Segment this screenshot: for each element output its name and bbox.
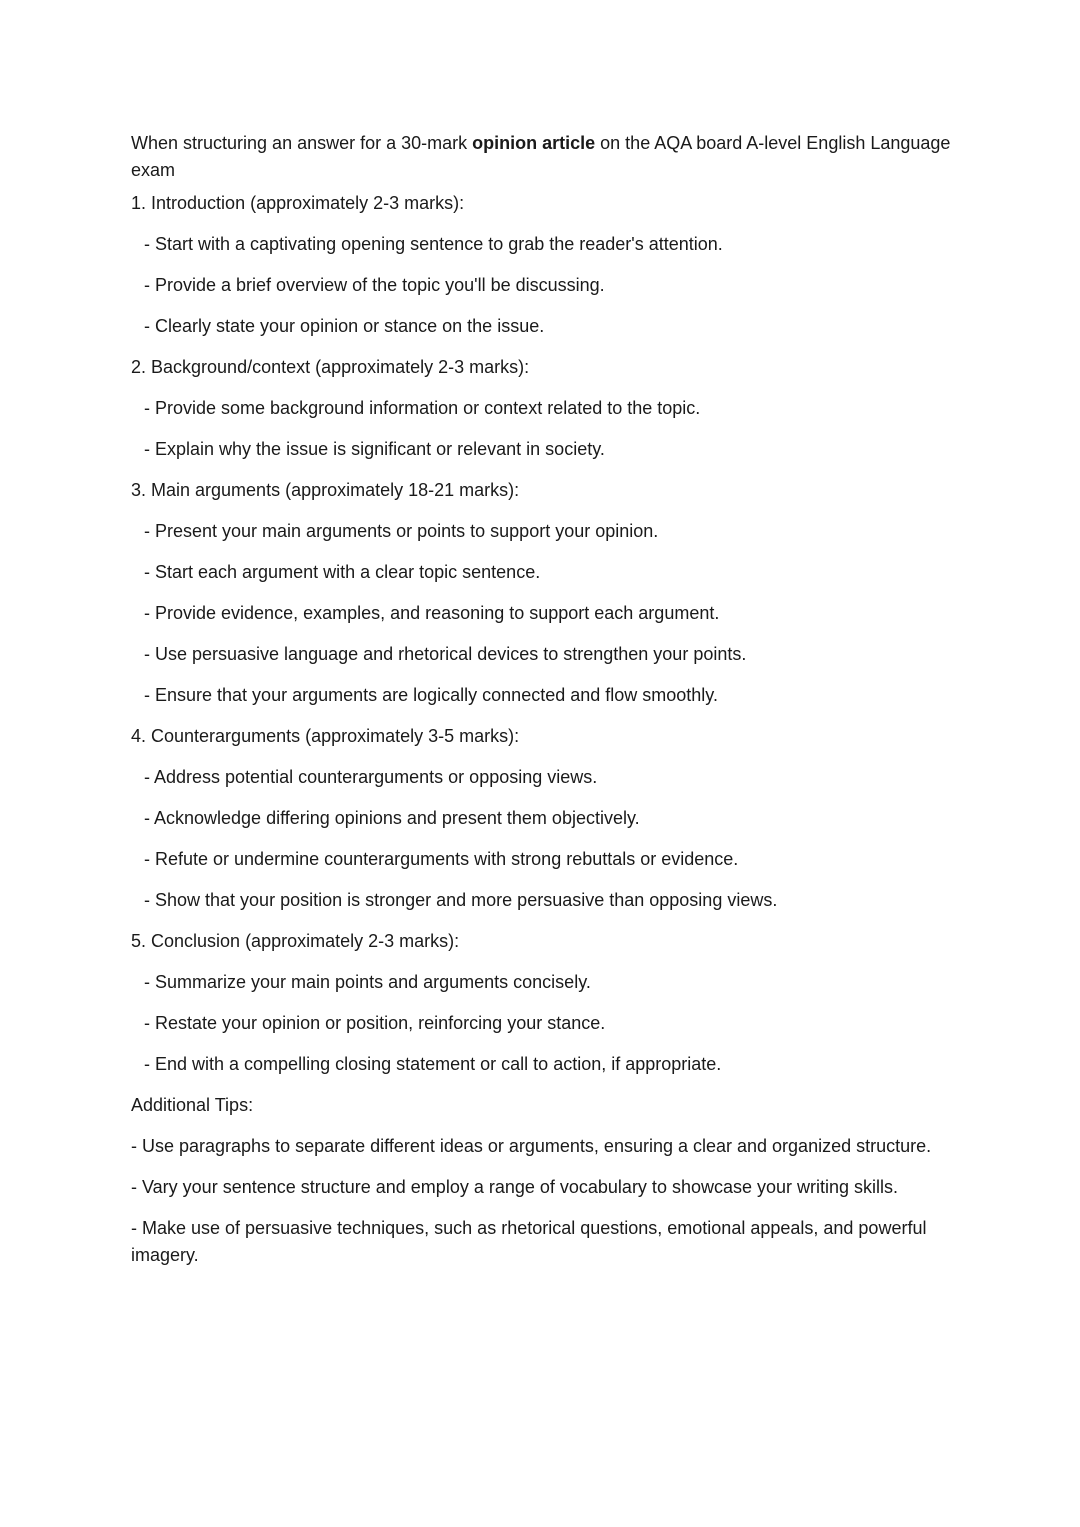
intro-paragraph [131,130,961,184]
bullet-item: - Address potential counterarguments or opposing views. [144,767,598,787]
bullet-item: - Refute or undermine counterarguments with strong rebuttals or evidence. [144,849,739,869]
bullet-item: - Present your main arguments or points to support your opinion. [144,521,659,541]
bullet-item: - Use persuasive language and rhetorical devices to strengthen your points. [144,644,747,664]
tip-item: - Use paragraphs to separate different ideas or arguments, ensuring a clear and organized structure. [131,1136,932,1156]
bullet-item: - Summarize your main points and arguments concisely. [144,972,591,992]
bullet-item: - Provide evidence, examples, and reasoning to support each argument. [144,603,720,623]
intro-text-before: When structuring an answer for a 30-mark [131,133,473,153]
section-heading-main-arguments: 3. Main arguments (approximately 18-21 marks): [131,480,520,500]
bullet-item: - Show that your position is stronger and more persuasive than opposing views. [144,890,778,910]
bullet-item: - Provide some background information or context related to the topic. [144,398,701,418]
tips-heading: Additional Tips: [131,1095,254,1115]
section-heading-counterarguments: 4. Counterarguments (approximately 3-5 marks): [131,726,520,746]
bullet-item: - Start each argument with a clear topic sentence. [144,562,541,582]
bullet-item: - Clearly state your opinion or stance on the issue. [144,316,545,336]
intro-bold-term: opinion article [472,133,596,153]
bullet-item: - Start with a captivating opening sentence to grab the reader's attention. [144,234,723,254]
bullet-item: - Explain why the issue is significant or relevant in society. [144,439,605,459]
section-heading-introduction: 1. Introduction (approximately 2-3 marks): [131,193,465,213]
section-heading-conclusion: 5. Conclusion (approximately 2-3 marks): [131,931,460,951]
bullet-item: - Provide a brief overview of the topic you'll be discussing. [144,275,605,295]
bullet-item: - Ensure that your arguments are logically connected and flow smoothly. [144,685,718,705]
bullet-item: - Restate your opinion or position, reinforcing your stance. [144,1013,606,1033]
bullet-item: - Acknowledge differing opinions and present them objectively. [144,808,640,828]
intro-text-after: on the AQA board A-level English Language exam [131,133,951,180]
bullet-item: - End with a compelling closing statement or call to action, if appropriate. [144,1054,722,1074]
document-body [131,130,961,1276]
tip-item: - Vary your sentence structure and employ a range of vocabulary to showcase your writing skills. [131,1177,899,1197]
section-heading-background: 2. Background/context (approximately 2-3 marks): [131,357,530,377]
tip-item: - Make use of persuasive techniques, such as rhetorical questions, emotional appeals, and powerful imagery. [131,1218,927,1265]
